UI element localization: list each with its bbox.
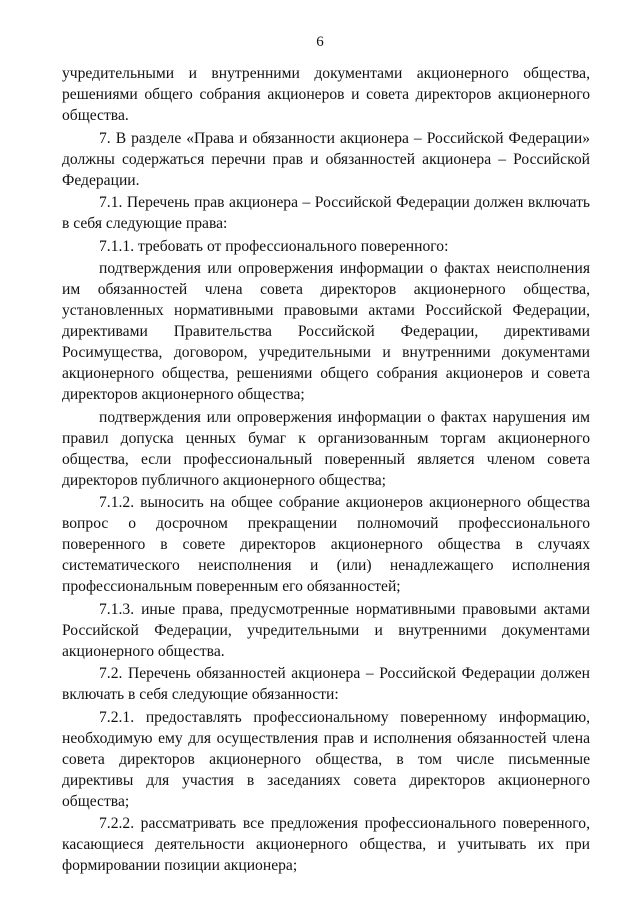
paragraph-7-1: 7.1. Перечень прав акционера – Российской Федерации должен включать в себя следующие права: [62,194,590,232]
paragraph-7-2-1: 7.2.1. предоставлять профессиональному поверенному информацию, необходимую ему для осуществления прав и исполнения обязанностей члена совета директоров акционерного общества, в том числе письменные директивы для участия в заседаниях совета директоров акционерного общества; [62,708,590,810]
paragraph-7-1-1-item-2: подтверждения или опровержения информации о фактах нарушения им правил допуска ценных бумаг к организованным торгам акционерного общества, если профессиональный поверенный является членом совета директоров публичного акционерного общества; [62,408,590,489]
paragraph-7-1-3: 7.1.3. иные права, предусмотренные нормативными правовыми актами Российской Федерации, учредительными и внутренними документами акционерного общества. [62,600,590,660]
page-number: 6 [316,34,324,50]
document-body [62,63,590,878]
paragraph-7-2-2: 7.2.2. рассматривать все предложения профессионального поверенного, касающиеся деятельности акционерного общества, и учитывать их при формировании позиции акционера; [62,815,590,874]
paragraph-7-1-1-item-1: подтверждения или опровержения информации о фактах неисполнения им обязанностей члена совета директоров акционерного общества, установленных нормативными правовыми актами Российской Федерации, директивами Правительства Российской Федерации, директивами Росимущества, договором, учредительными и внутренними документами акционерного общества, решениями общего собрания акционеров и совета директоров акционерного общества; [62,260,590,403]
paragraph-section-7: 7. В разделе «Права и обязанности акционера – Российской Федерации» должны содержаться перечни прав и обязанностей акционера – Российской Федерации. [62,129,590,189]
paragraph-7-1-2: 7.1.2. выносить на общее собрание акционеров акционерного общества вопрос о досрочном прекращении полномочий профессионального поверенного в совете директоров акционерного общества в случаях систематического неисполнения и (или) ненадлежащего исполнения профессиональным поверенным его обязанностей; [62,494,590,595]
paragraph-7-2: 7.2. Перечень обязанностей акционера – Российской Федерации должен включать в себя следующие обязанности: [62,665,590,703]
paragraph-7-1-1: 7.1.1. требовать от профессионального поверенного: [99,237,449,255]
paragraph-continuation: учредительными и внутренними документами акционерного общества, решениями общего собрания акционеров и совета директоров акционерного общества. [62,65,590,124]
